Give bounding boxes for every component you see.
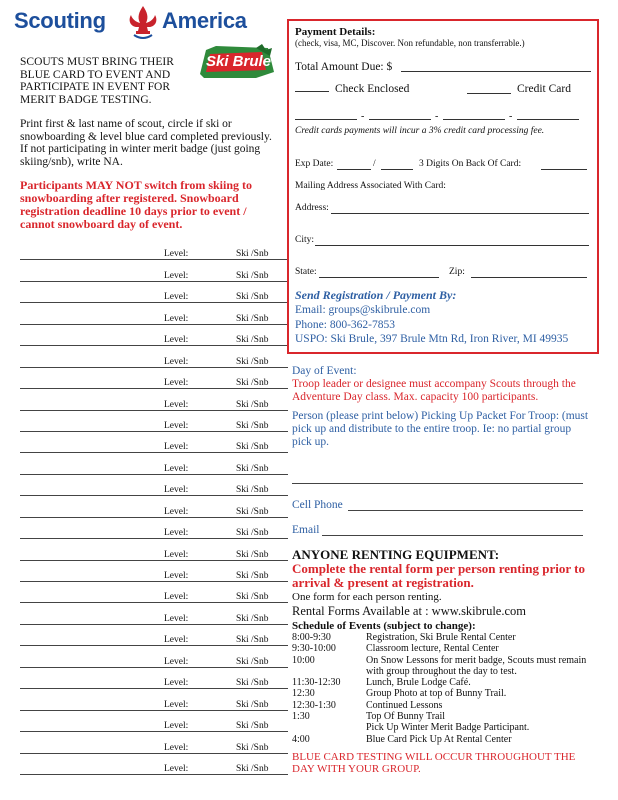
ski-snb-option[interactable]: Ski /Snb [236,763,269,774]
scout-row [20,565,280,586]
level-label: Level: [164,635,189,646]
payment-title: Payment Details: [295,26,376,38]
zip-label: Zip: [449,267,465,277]
schedule-title: Schedule of Events (subject to change): [292,620,476,632]
scout-row [20,586,280,607]
schedule-description: On Snow Lessons for merit badge, Scouts must remain with group throughout the day to test. [366,654,587,677]
ski-snb-option[interactable]: Ski /Snb [236,313,269,324]
scout-row [20,758,280,779]
total-amount-label: Total Amount Due: $ [295,61,393,73]
day-of-event-text: Troop leader or designee must accompany Scouts through the Adventure Day class. Max. capacity 100 participants. [292,378,576,403]
level-label: Level: [164,721,189,732]
schedule-description: Registration, Ski Brule Rental Center [366,632,516,643]
scout-row [20,736,280,757]
schedule-row [292,700,592,711]
cvv-label: 3 Digits On Back Of Card: [419,159,522,169]
ski-snb-option[interactable]: Ski /Snb [236,420,269,431]
schedule-time: 11:30-12:30 [292,677,341,689]
scout-name-field[interactable] [20,367,288,368]
cell-phone-row [292,499,583,511]
scout-row [20,457,280,478]
credit-card-blank[interactable] [467,93,511,94]
renting-instructions: Complete the rental form per person renting prior to arrival & present at registration. [292,561,585,590]
level-label: Level: [164,678,189,689]
scout-name-field[interactable] [20,581,288,582]
city-row [295,235,593,245]
contact-phone: Phone: 800-362-7853 [295,318,395,331]
scout-row [20,479,280,500]
day-of-event-label: Day of Event: [292,365,357,377]
state-label: State: [295,267,317,277]
one-form-note: One form for each person renting. [292,591,442,603]
ski-snb-option[interactable]: Ski /Snb [236,378,269,389]
ski-snb-option[interactable]: Ski /Snb [236,463,269,474]
scout-row [20,264,280,285]
scout-row [20,500,280,521]
blue-card-testing-note: BLUE CARD TESTING WILL OCCUR THROUGHOUT THE DAY WITH YOUR GROUP. [292,751,576,775]
scout-name-field[interactable] [20,602,288,603]
scout-row [20,307,280,328]
scout-name-field[interactable] [20,324,288,325]
ski-brule-logo [196,44,276,80]
schedule-description: Group Photo at top of Bunny Trail. [366,688,507,700]
credit-card-label: Credit Card [517,83,571,95]
schedule-row [292,643,592,654]
schedule-description: Top Of Bunny Trail [366,711,446,723]
state-field[interactable] [319,277,439,278]
state-zip-row [295,267,593,277]
exp-date-label: Exp Date: [295,159,334,169]
scout-name-field[interactable] [20,474,288,475]
check-enclosed-label: Check Enclosed [335,83,410,95]
level-label: Level: [164,270,189,281]
level-label: Level: [164,528,189,539]
scout-name-field[interactable] [20,388,288,389]
total-amount-field[interactable] [401,71,591,72]
level-label: Level: [164,420,189,431]
day-of-event [292,365,592,404]
schedule-description: Continued Lessons [366,699,443,711]
address-field[interactable] [331,213,589,214]
contact-email: Email: groups@skibrule.com [295,304,431,316]
scout-name-field[interactable] [20,624,288,625]
scout-list [20,243,280,779]
schedule-row [292,632,592,643]
scout-name-field[interactable] [20,731,288,732]
level-label: Level: [164,463,189,474]
schedule-row [292,711,592,722]
instructions-text: Print first & last name of scout, circle if ski or snowboarding & level blue card completed previously. If not participating in winter merit badge (just going skiing/snb), write NA. [20,118,272,168]
scout-name-field[interactable] [20,538,288,539]
email-row [292,524,583,536]
scout-name-field[interactable] [20,410,288,411]
scout-row [20,693,280,714]
mailing-address-label: Mailing Address Associated With Card: [295,181,446,191]
ski-snb-option[interactable]: Ski /Snb [236,613,269,624]
contact-info [295,303,568,347]
scout-row [20,350,280,371]
scout-row [20,543,280,564]
ski-snb-option[interactable]: Ski /Snb [236,721,269,732]
exp-year-field[interactable] [381,169,413,170]
scout-row [20,607,280,628]
schedule-time [292,722,366,733]
payment-subtitle: (check, visa, MC, Discover. Non refundable, non transferrable.) [295,38,525,48]
credit-card-fee-note: Credit cards payments will incur a 3% credit card processing fee. [295,126,545,136]
level-label: Level: [164,335,189,346]
level-label: Level: [164,742,189,753]
cvv-field[interactable] [541,169,587,170]
level-label: Level: [164,571,189,581]
city-label: City: [295,235,315,245]
scout-name-field[interactable] [20,688,288,689]
level-label: Level: [164,249,189,260]
scout-row [20,650,280,671]
level-label: Level: [164,313,189,324]
cell-phone-label: Cell Phone [292,499,343,511]
payment-method-row [295,83,593,95]
address-label: Address: [295,203,329,213]
scout-row [20,415,280,436]
scout-row [20,629,280,650]
scout-row [20,286,280,307]
scout-row [20,715,280,736]
ski-snb-option[interactable]: Ski /Snb [236,656,269,667]
ski-snb-option[interactable]: Ski /Snb [236,742,269,753]
level-label: Level: [164,699,189,710]
scout-row [20,393,280,414]
scout-row [20,436,280,457]
pickup-person-field[interactable] [292,483,583,484]
check-enclosed-blank[interactable] [295,91,329,92]
total-amount-row [295,61,593,73]
zip-field[interactable] [471,277,587,278]
schedule-time: 1:30 [292,711,310,723]
scout-name-field[interactable] [20,452,288,453]
scouting-america-logo [8,4,278,70]
fleur-de-lis-icon [126,4,160,42]
schedule-row [292,688,592,699]
ski-snb-option[interactable]: Ski /Snb [236,506,269,517]
warning-text: Participants MAY NOT switch from skiing to snowboarding after registered. Snowboard registration deadline 10 days prior to event / cannot snowboard day of event. [20,178,253,231]
scout-name-field[interactable] [20,517,288,518]
ski-snb-option[interactable]: Ski /Snb [236,528,269,539]
ski-snb-option[interactable]: Ski /Snb [236,335,269,346]
scout-name-field[interactable] [20,431,288,432]
level-label: Level: [164,378,189,389]
level-label: Level: [164,549,189,560]
scout-row [20,672,280,693]
level-label: Level: [164,592,189,603]
card-number-field[interactable]: - - - [295,111,593,123]
schedule-row [292,734,592,745]
schedule-time: 12:30 [292,688,315,700]
schedule-time: 4:00 [292,733,310,745]
ski-snb-option[interactable]: Ski /Snb [236,270,269,281]
schedule-time: 12:30-1:30 [292,699,336,711]
address-row [295,203,593,213]
level-label: Level: [164,356,189,367]
scout-row [20,243,280,264]
level-label: Level: [164,506,189,517]
scout-name-field[interactable] [20,560,288,561]
schedule-row [292,677,592,688]
ski-snb-option[interactable]: Ski /Snb [236,292,269,303]
schedule-description: Pick Up Winter Merit Badge Participant. [366,722,530,734]
level-label: Level: [164,399,189,410]
scout-name-field[interactable] [20,645,288,646]
scout-name-field[interactable] [20,345,288,346]
schedule-row [292,722,592,733]
level-label: Level: [164,613,189,624]
ski-snb-option[interactable]: Ski /Snb [236,699,269,710]
scout-row [20,522,280,543]
schedule-time: 9:30-10:00 [292,643,336,655]
contact-mail: USPO: Ski Brule, 397 Brule Mtn Rd, Iron River, MI 49935 [295,333,569,345]
pickup-text: Person (please print below) Picking Up Packet For Troop: (must pick up and distribute to the entire troop. Ie: no partial group pick up. [292,410,589,448]
level-label: Level: [164,656,189,667]
exp-slash: / [373,159,376,169]
scout-name-field[interactable] [20,302,288,303]
scout-name-field[interactable] [20,774,288,775]
ski-snb-option[interactable]: Ski /Snb [236,635,269,646]
ski-snb-option[interactable]: Ski /Snb [236,678,269,689]
cell-phone-field[interactable] [348,510,583,511]
email-label: Email [292,524,320,536]
ski-snb-option[interactable]: Ski /Snb [236,442,269,453]
scout-row [20,329,280,350]
ski-snb-option[interactable]: Ski /Snb [236,399,269,410]
ski-snb-option[interactable]: Ski /Snb [236,592,269,603]
schedule-description: Blue Card Pick Up At Rental Center [366,733,512,745]
level-label: Level: [164,485,189,496]
ski-snb-option[interactable]: Ski /Snb [236,249,269,260]
scout-row [20,372,280,393]
send-registration-title: Send Registration / Payment By: [295,288,457,302]
ski-snb-option[interactable]: Ski /Snb [236,549,269,560]
scout-name-field[interactable] [20,259,288,260]
email-field[interactable] [322,535,583,536]
rental-forms-available: Rental Forms Available at : www.skibrule.com [292,604,526,618]
intro-text: SCOUTS MUST BRING THEIR BLUE CARD TO EVENT AND PARTICIPATE IN EVENT FOR MERIT BADGE TESTING. [20,56,174,106]
scout-name-field[interactable] [20,281,288,282]
schedule-list [292,632,592,745]
scout-name-field[interactable] [20,667,288,668]
schedule-time: 8:00-9:30 [292,632,331,643]
logo-text-left: Scouting [14,8,106,33]
ski-snb-option[interactable]: Ski /Snb [236,356,269,367]
ski-snb-option[interactable]: Ski /Snb [236,485,269,496]
level-label: Level: [164,763,189,774]
schedule-description: Lunch, Brule Lodge Café. [366,677,471,689]
exp-date-row [295,159,593,169]
level-label: Level: [164,442,189,453]
renting-title: ANYONE RENTING EQUIPMENT: [292,547,500,562]
ski-brule-logo-text: Ski Brule [206,53,272,70]
ski-snb-option[interactable]: Ski /Snb [236,571,269,581]
schedule-description: Classroom lecture, Rental Center [366,643,499,655]
logo-text-right: America [162,8,247,33]
scout-name-field[interactable] [20,495,288,496]
scout-name-field[interactable] [20,710,288,711]
schedule-time: 10:00 [292,654,315,666]
city-field[interactable] [315,245,589,246]
payment-details-box [287,19,599,354]
exp-month-field[interactable] [337,169,371,170]
schedule-row [292,655,592,678]
level-label: Level: [164,292,189,303]
scout-name-field[interactable] [20,753,288,754]
